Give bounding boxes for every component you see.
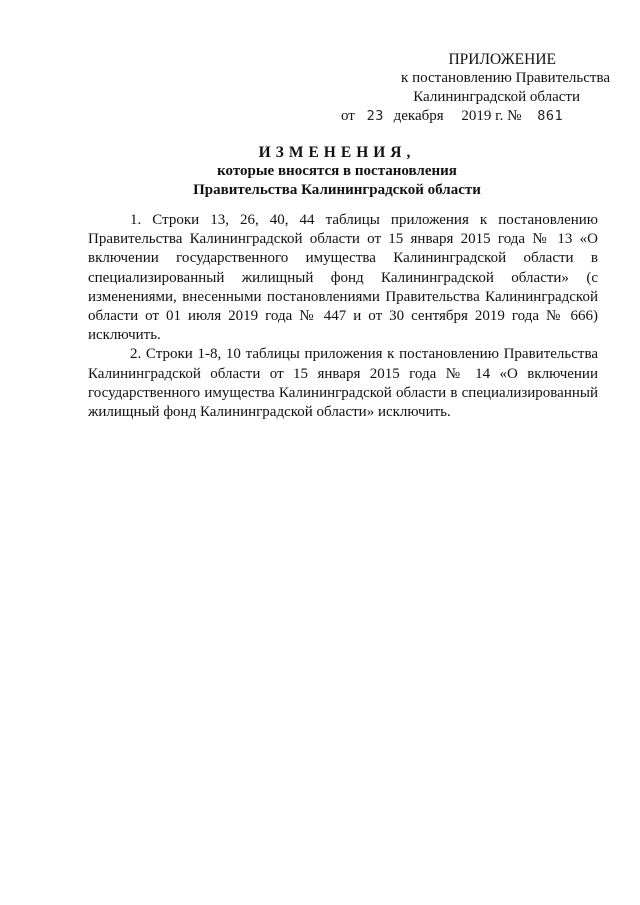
heading-subtitle-2: Правительства Калининградской области	[193, 182, 481, 198]
heading-subtitle: которые вносятся в постановления	[217, 163, 457, 179]
appendix-header	[300, 50, 610, 126]
date-day: 23	[366, 108, 384, 124]
body-item-1: 1. Строки 13, 26, 40, 44 таблицы приложения к постановлению Правительства Калининградской области от 15 января 2015 года № 13 «О включении государственного имущества Калининградской области в специализированный жилищный фонд Калининградской области» (с изменениями, внесенными постановлениями Правительства Калининградской области от 01 июля 2019 года № 447 и от 30 сентября 2019 года № 666) исключить.	[88, 212, 598, 344]
document-heading	[88, 143, 586, 200]
heading-title: ИЗМЕНЕНИЯ,	[258, 144, 416, 161]
date-year: 2019 г. №	[461, 108, 522, 124]
date-prefix: от	[341, 108, 355, 124]
document-body	[88, 211, 598, 422]
document-number: 861	[537, 108, 564, 124]
date-month: декабря	[393, 108, 444, 124]
appendix-date-line	[300, 107, 610, 126]
appendix-title: ПРИЛОЖЕНИЕ	[448, 51, 556, 68]
appendix-line-resolution: к постановлению Правительства	[401, 70, 610, 86]
body-item-2: 2. Строки 1-8, 10 таблицы приложения к постановлению Правительства Калининградской области от 15 января 2015 года № 14 «О включении государственного имущества Калининградской области в специализированный жилищный фонд Калининградской области» исключить.	[88, 346, 598, 421]
appendix-line-region: Калининградской области	[413, 89, 580, 105]
